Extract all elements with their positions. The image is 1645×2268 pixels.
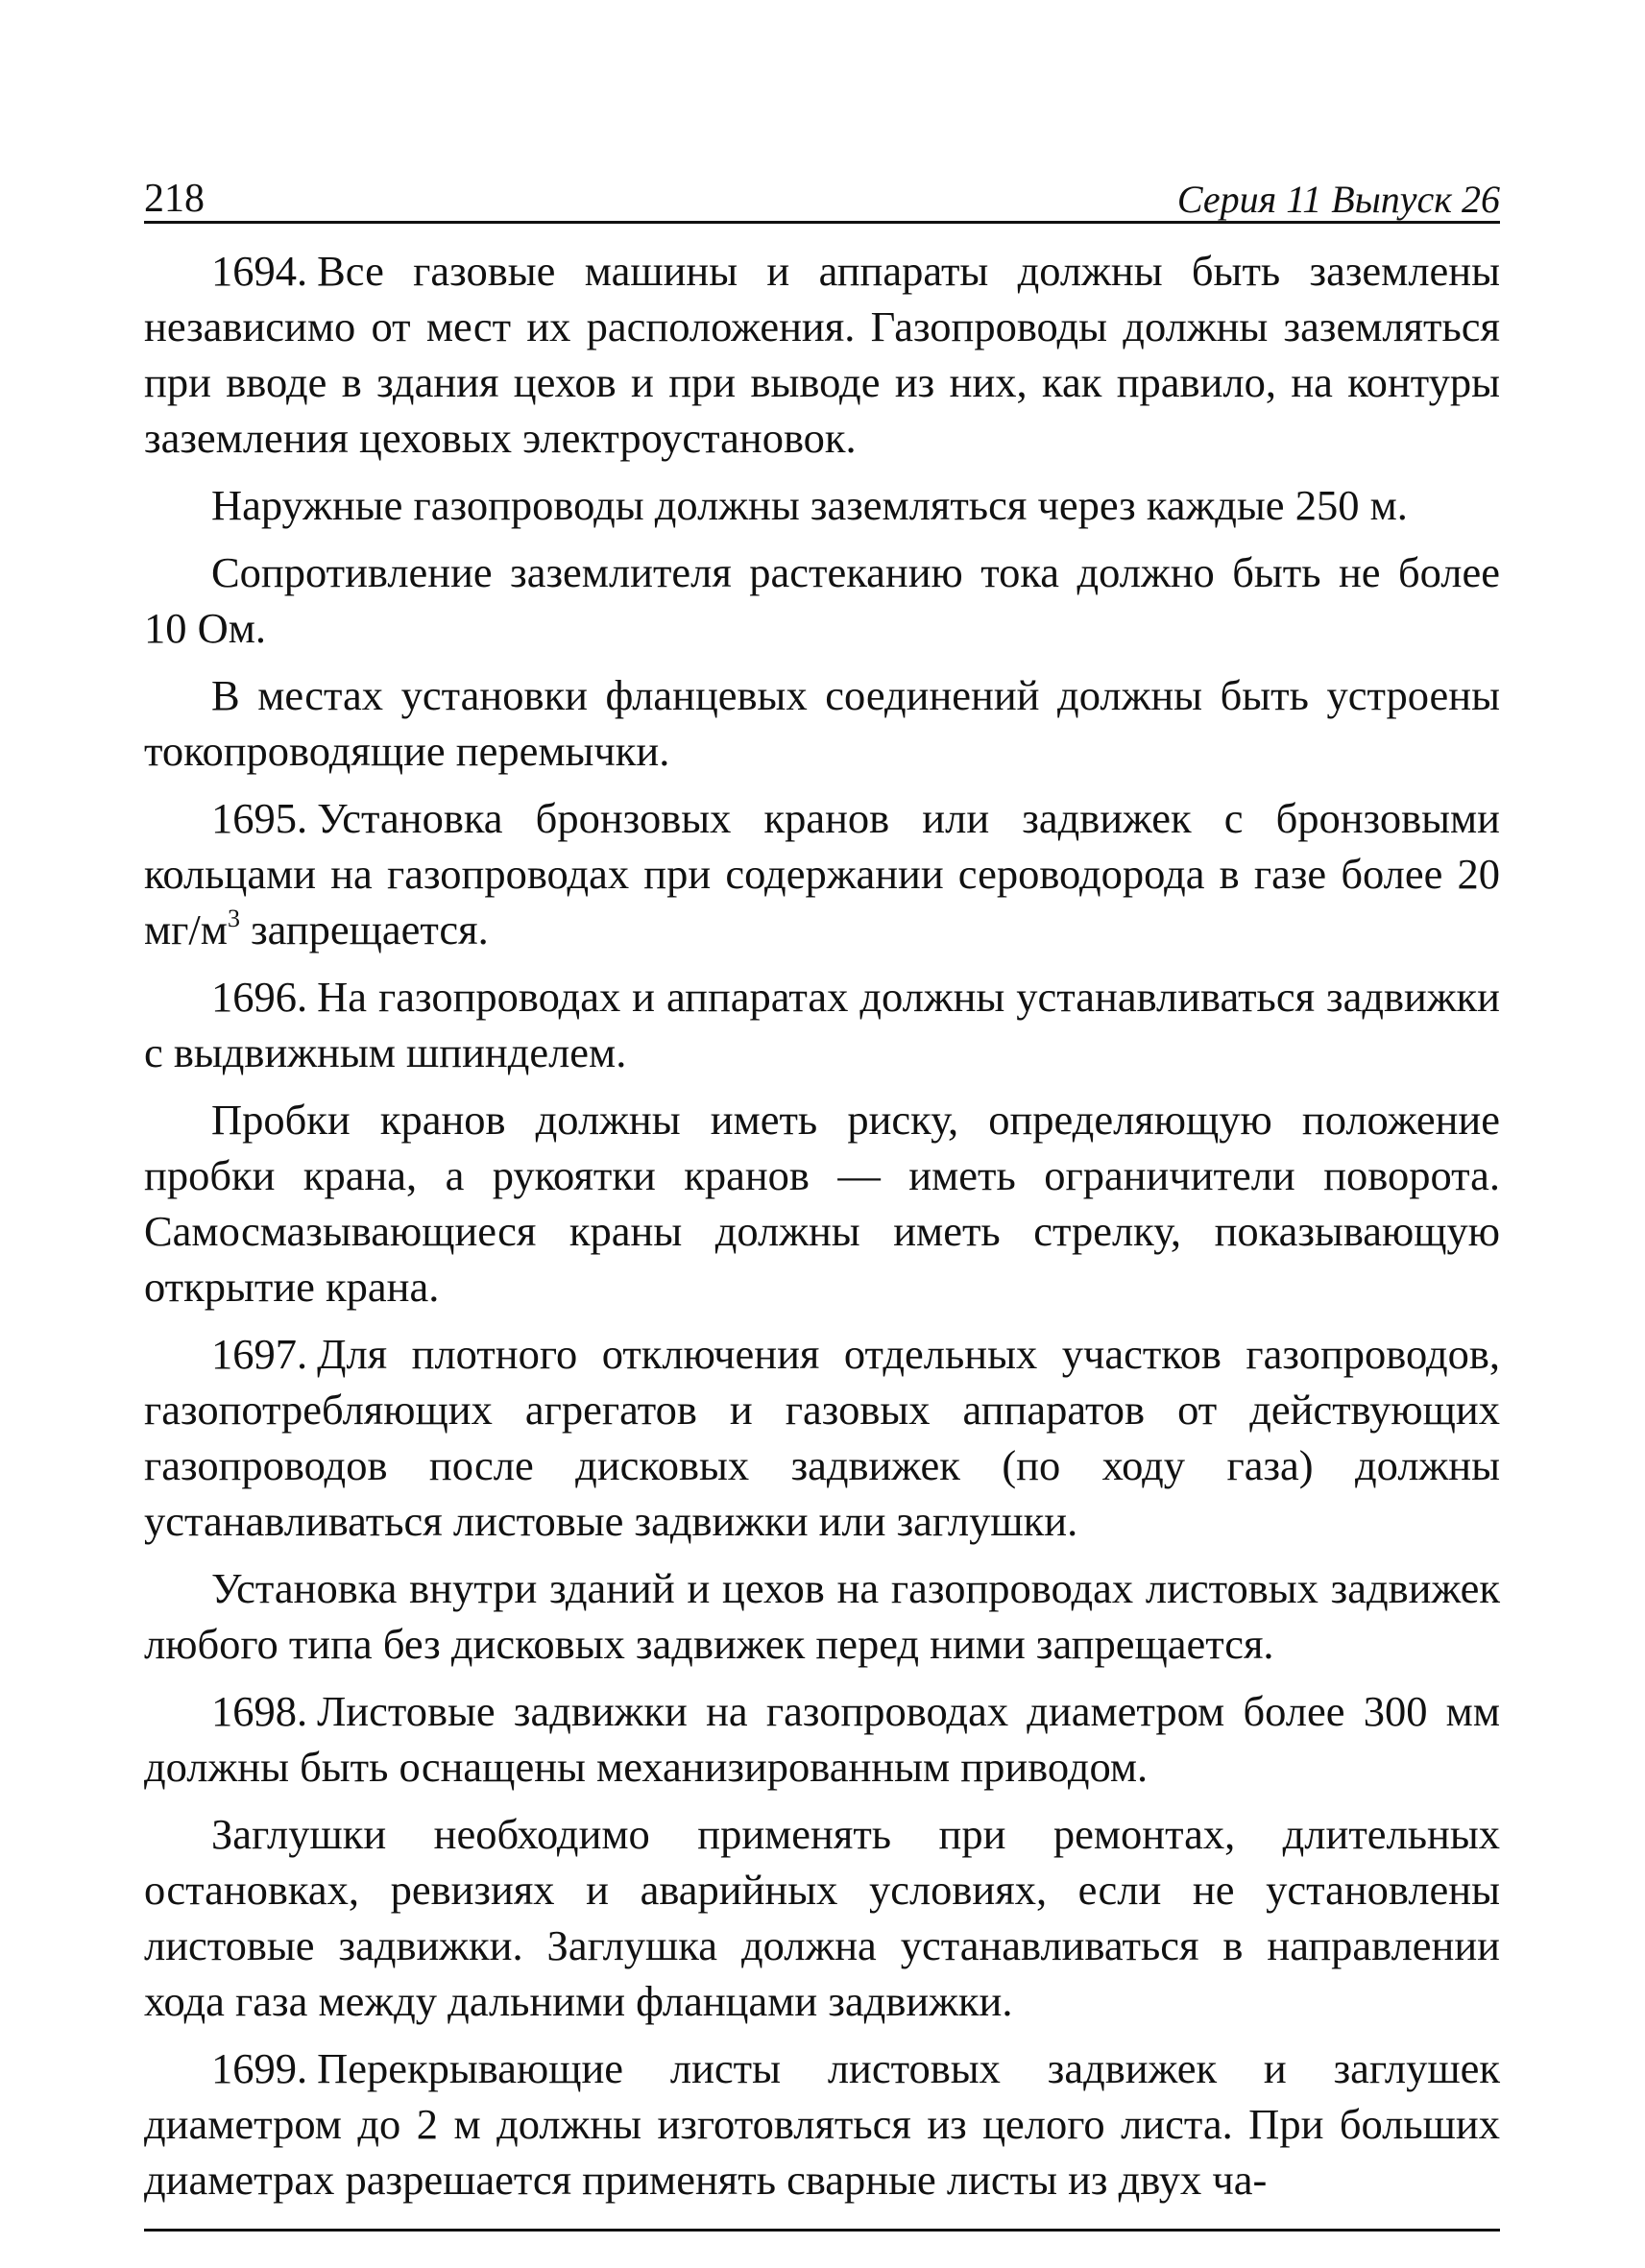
paragraph-text: Листовые задвижки на газопроводах диаметром более 300 мм должны быть оснащены механизированным приводом. [144,1687,1500,1791]
paragraph-text: Все газовые машины и аппараты должны быть заземлены независимо от мест их расположения. Газопроводы должны заземляться при вводе в здания цехов и при выводе из них, как правило, на контуры заземления цеховых электроустановок. [144,247,1500,462]
running-title: Серия 11 Выпуск 26 [1176,178,1500,221]
paragraph-1697 [144,1326,1500,1549]
footer-rule [144,2229,1500,2232]
paragraph-text-tail: запрещается. [239,905,489,953]
paragraph-1698 [144,1683,1500,1795]
clause-number: 1699. [211,2044,308,2092]
paragraph-1696 [144,969,1500,1080]
paragraph-text: Наружные газопроводы должны заземляться через каждые 250 м. [211,481,1408,529]
clause-number: 1695. [211,794,308,842]
paragraph-text: На газопроводах и аппаратах должны устанавливаться задвижки с выдвижным шпинделем. [144,973,1500,1076]
superscript: 3 [227,905,240,932]
paragraph-text: В местах установки фланцевых соединений должны быть устроены токопроводящие перемычки. [144,671,1500,775]
paragraph-text: Установка бронзовых кранов или задвижек с бронзовыми кольцами на газопроводах при содержании сероводорода в газе более 20 мг/м [144,794,1500,953]
paragraph-text: Перекрывающие листы листовых задвижек и заглушек диаметром до 2 м должны изготовляться из целого листа. При больших диаметрах разрешается применять сварные листы из двух ча- [144,2044,1500,2204]
paragraph-text: Заглушки необходимо применять при ремонтах, длительных остановках, ревизиях и аварийных условиях, если не установлены листовые задвижки. Заглушка должна устанавливаться в направлении хода газа между дальними фланцами задвижки. [144,1810,1500,2025]
page-number: 218 [144,177,205,221]
paragraph-indoor-gates [144,1560,1500,1672]
paragraph-1699 [144,2040,1500,2208]
paragraph-flange-jumpers [144,667,1500,779]
document-body [144,243,1500,2208]
paragraph-1695 [144,790,1500,957]
paragraph-text: Установка внутри зданий и цехов на газопроводах листовых задвижек любого типа без дисковых задвижек перед ними запрещается. [144,1564,1500,1668]
paragraph-text: Для плотного отключения отдельных участков газопроводов, газопотребляющих агрегатов и газовых аппаратов от действующих газопроводов после дисковых задвижек (по ходу газа) должны устанавливаться листовые задвижки или заглушки. [144,1330,1500,1545]
document-page [144,163,1500,2232]
clause-number: 1697. [211,1330,308,1378]
paragraph-grounding-interval [144,477,1500,533]
paragraph-blanks [144,1806,1500,2029]
paragraph-text: Пробки кранов должны иметь риску, определяющую положение пробки крана, а рукоятки кранов — иметь ограничители поворота. Самосмазывающиеся краны должны иметь стрелку, показывающую открытие крана. [144,1096,1500,1311]
paragraph-valve-plugs [144,1092,1500,1315]
paragraph-text: Сопротивление заземлителя растеканию тока должно быть не более 10 Ом. [144,548,1500,652]
clause-number: 1696. [211,973,308,1021]
paragraph-1694 [144,243,1500,466]
page-header [144,163,1500,224]
clause-number: 1694. [211,247,308,295]
clause-number: 1698. [211,1687,308,1735]
paragraph-grounding-resistance [144,544,1500,656]
